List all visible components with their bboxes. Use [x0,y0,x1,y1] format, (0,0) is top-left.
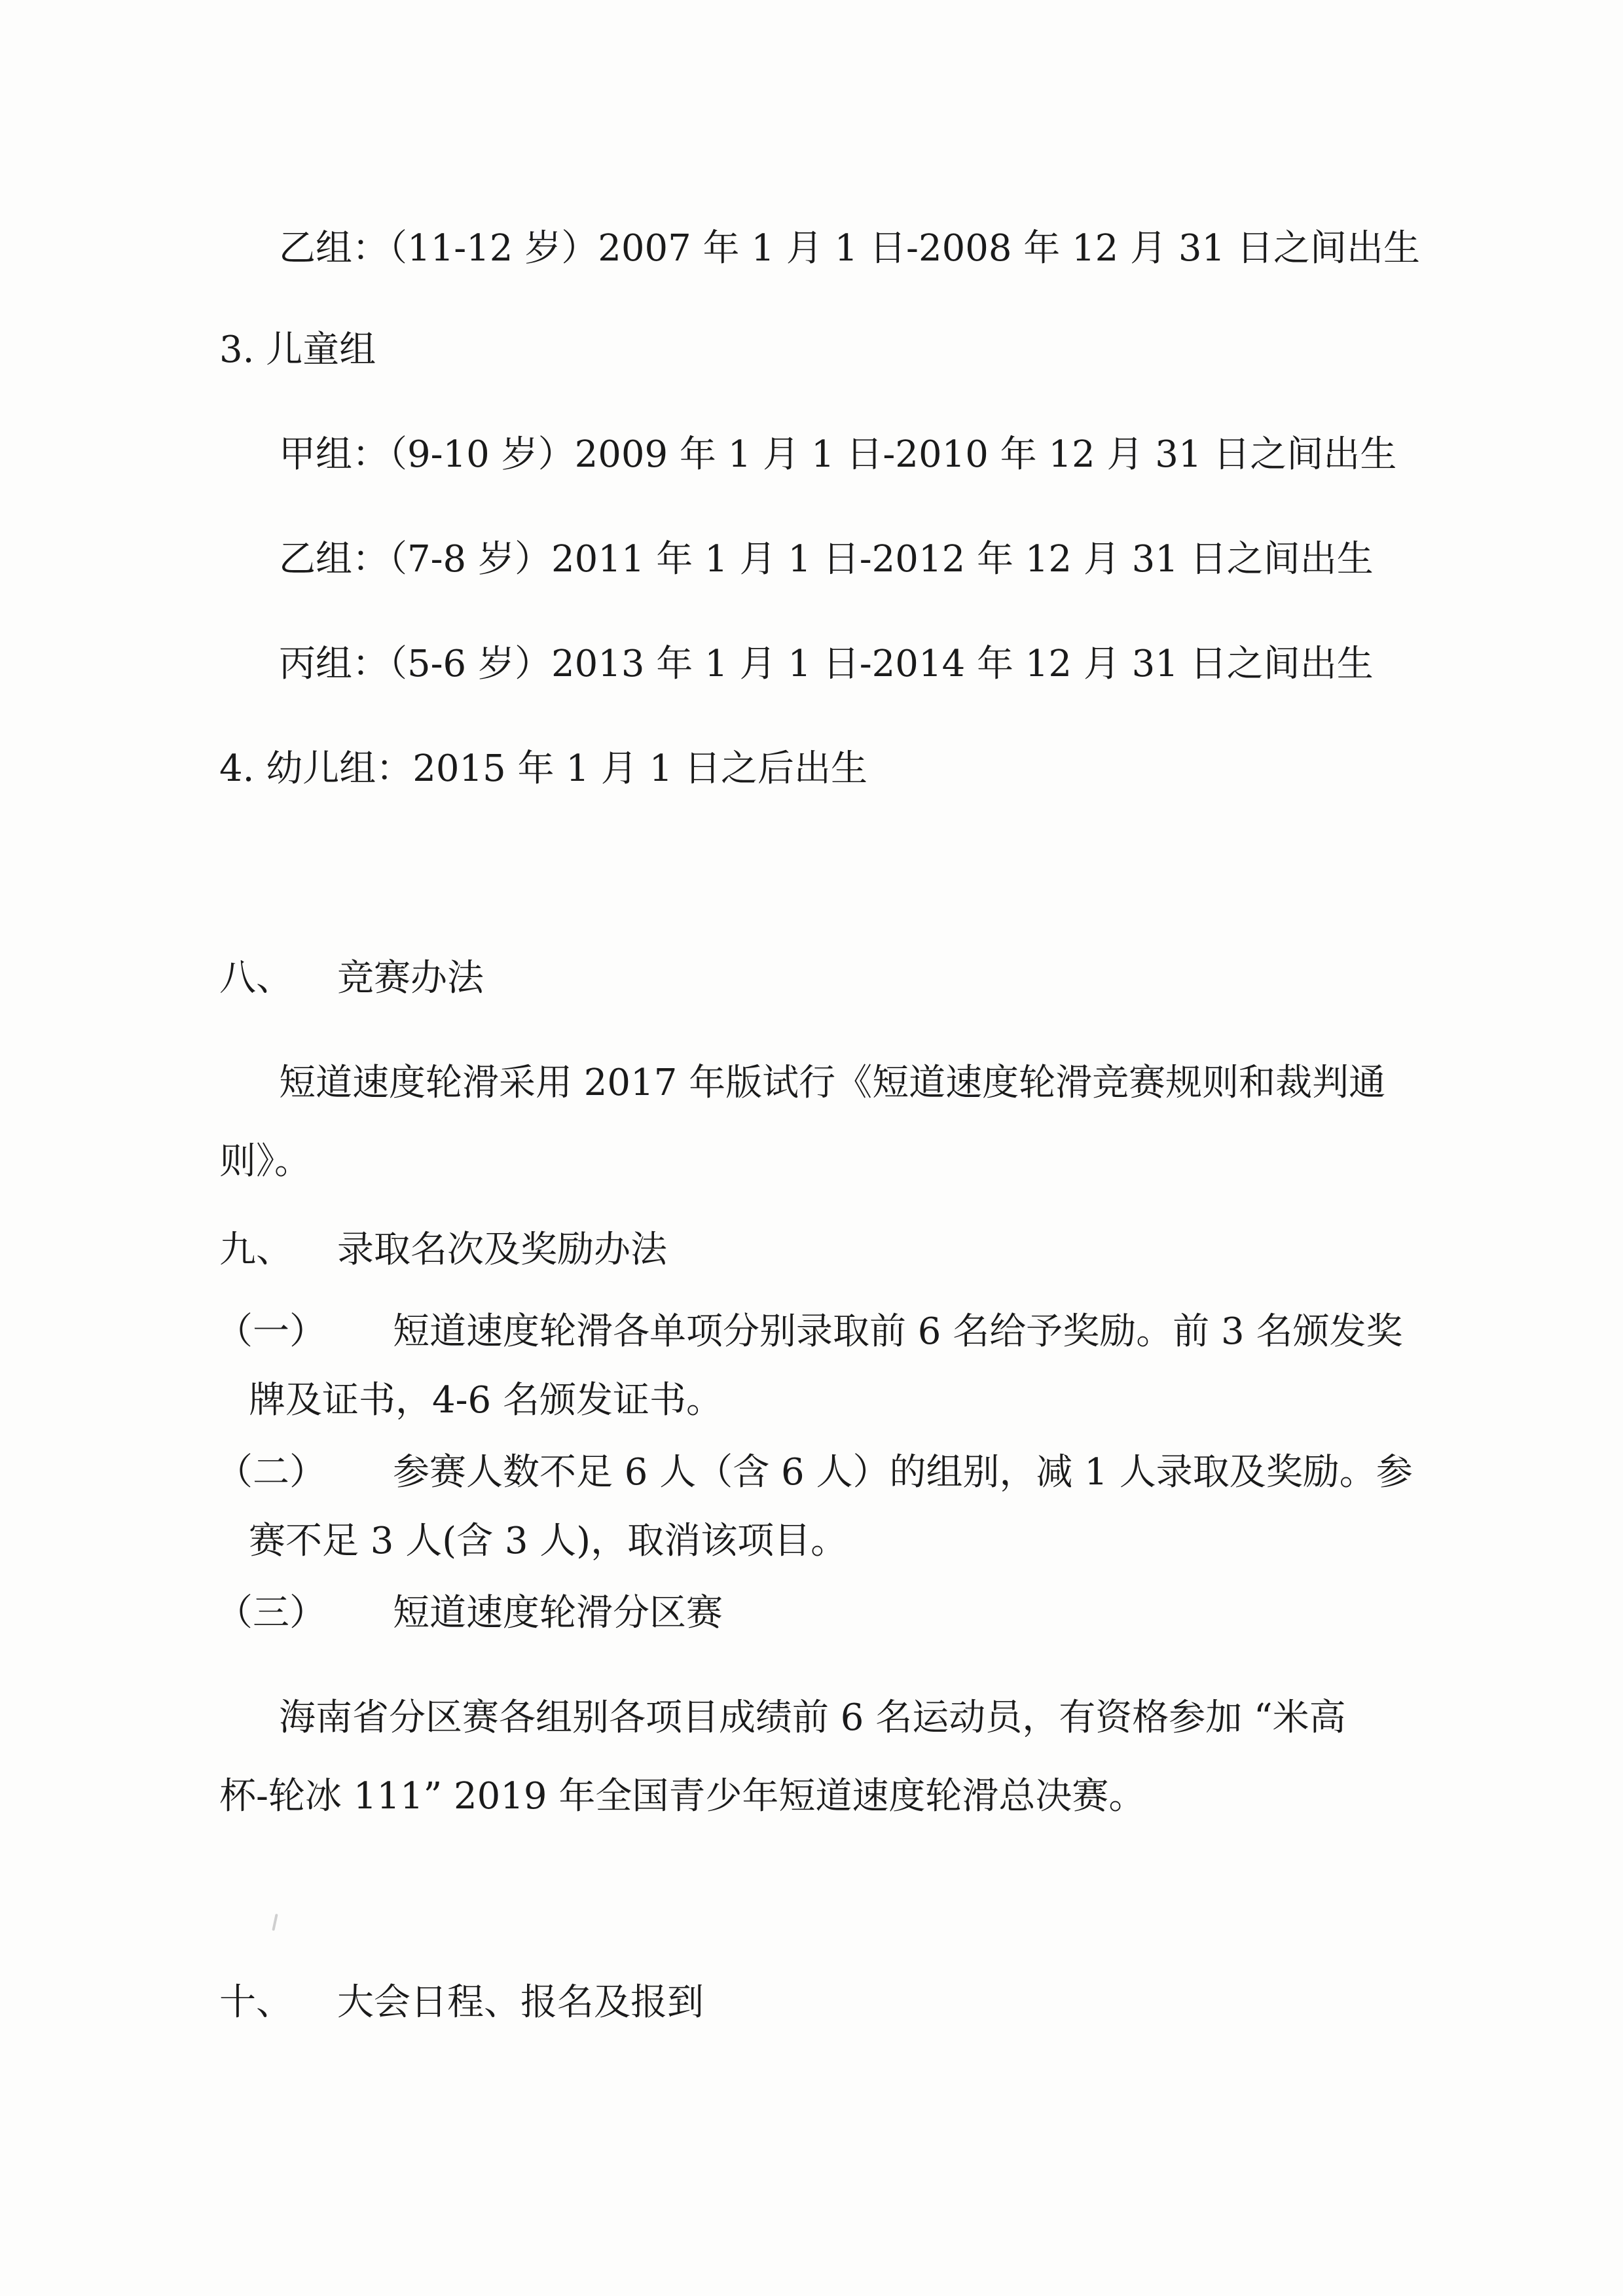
item-2-line-2: 赛不足 3 人(含 3 人)，取消该项目。 [249,1520,848,1562]
item-1-line-2: 牌及证书，4-6 名颁发证书。 [249,1379,723,1422]
section-9-paragraph-line-1: 海南省分区赛各组别各项目成绩前 6 名运动员，有资格参加 “米高 [279,1696,1346,1739]
section-8-title: 竞赛办法 [337,957,484,999]
item-3-label: （三） [216,1592,326,1634]
section-8-label: 八、 [219,957,293,999]
item-1-label: （一） [216,1310,326,1353]
child-group-b: 乙组：（7-8 岁）2011 年 1 月 1 日-2012 年 12 月 31 日之间出生 [279,538,1374,581]
section-8-body-line-2: 则》。 [219,1140,311,1183]
section-8-body-line-1: 短道速度轮滑采用 2017 年版试行《短道速度轮滑竞赛规则和裁判通 [279,1062,1386,1104]
item-2-line-1: 参赛人数不足 6 人（含 6 人）的组别，减 1 人录取及奖励。参 [393,1451,1413,1494]
section-10-label: 十、 [219,1981,293,2024]
child-group-heading: 3. 儿童组 [219,329,376,371]
section-10-title: 大会日程、报名及报到 [337,1981,704,2024]
child-group-a: 甲组：（9-10 岁）2009 年 1 月 1 日-2010 年 12 月 31 日之间出生 [279,433,1397,476]
section-9-title: 录取名次及奖励办法 [337,1229,667,1271]
scan-speck [272,1914,278,1931]
section-9-paragraph-line-2: 杯-轮冰 111” 2019 年全国青少年短道速度轮滑总决赛。 [219,1775,1146,1818]
section-9-label: 九、 [219,1229,293,1271]
child-group-c: 丙组：（5-6 岁）2013 年 1 月 1 日-2014 年 12 月 31 日之间出生 [279,643,1374,685]
infant-group: 4. 幼儿组：2015 年 1 月 1 日之后出生 [219,747,868,790]
youth-group-b: 乙组：（11-12 岁）2007 年 1 月 1 日-2008 年 12 月 31 日之间出生 [279,227,1420,270]
item-2-label: （二） [216,1451,326,1494]
item-1-line-1: 短道速度轮滑各单项分别录取前 6 名给予奖励。前 3 名颁发奖 [393,1310,1403,1353]
item-3-line-1: 短道速度轮滑分区赛 [393,1592,723,1634]
